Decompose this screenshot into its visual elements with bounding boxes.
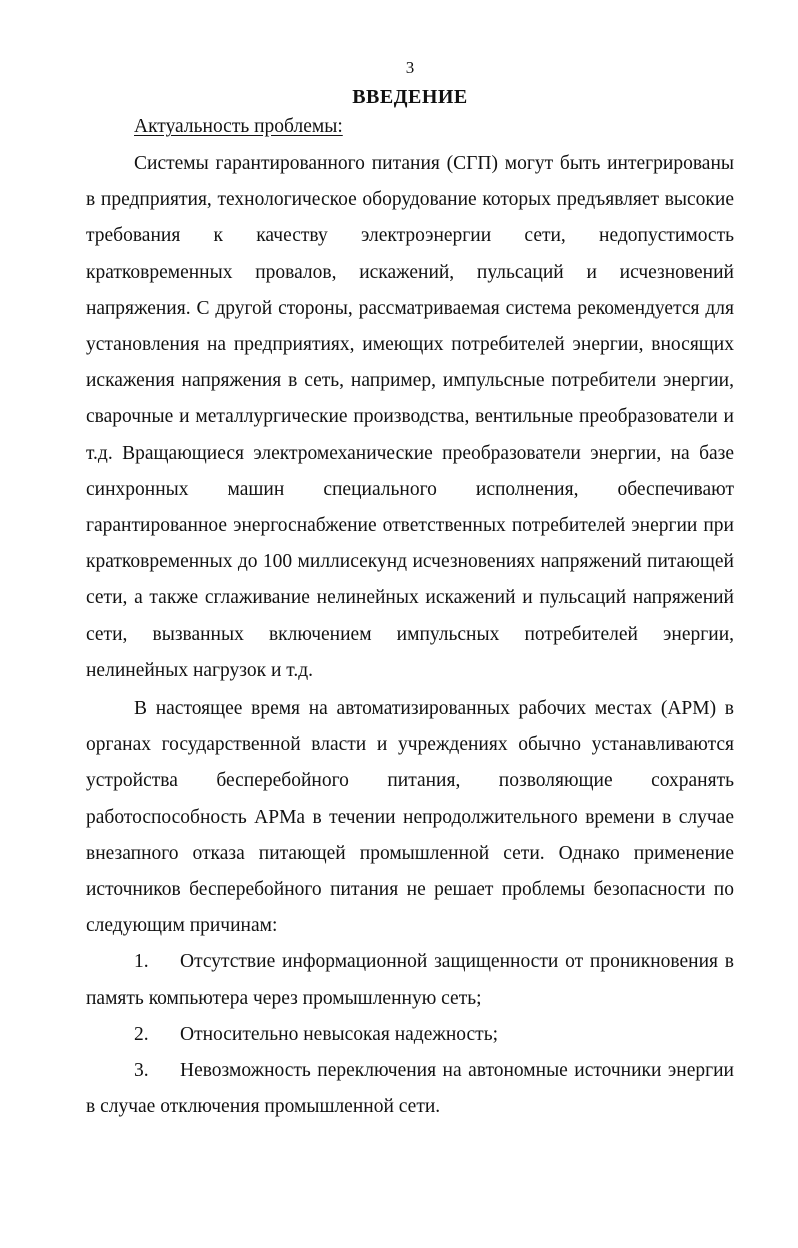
list-item <box>86 944 734 1016</box>
section-subtitle: Актуальность проблемы: <box>134 116 343 137</box>
list-item-number: 3. <box>134 1060 149 1082</box>
list-item-text: Невозможность переключения на автономные источники энергии в случае отключения промышленной сети. <box>86 1060 734 1118</box>
section-title: ВВЕДЕНИЕ <box>352 86 468 108</box>
list-item-number: 1. <box>134 951 149 973</box>
paragraph-1: Системы гарантированного питания (СГП) могут быть интегрированы в предприятия, технологическое оборудование которых предъявляет высокие требования к качеству электроэнергии сети, недопустимость кратковременных провалов, искажений, пульсаций и исчезновений напряжения. С другой стороны, рассматриваемая система рекомендуется для установления на предприятиях, имеющих потребителей энергии, вносящих искажения напряжения в сеть, например, импульсные потребители энергии, сварочные и металлургические производства, вентильные преобразователи и т.д. Вращающиеся электромеханические преобразователи энергии, на базе синхронных машин специального исполнения, обеспечивают гарантированное энергоснабжение ответственных потребителей энергии при кратковременных до 100 миллисекунд исчезновениях напряжений питающей сети, а также сглаживание нелинейных искажений и пульсаций напряжений сети, вызванных включением импульсных потребителей энергии, нелинейных нагрузок и т.д. <box>86 153 734 681</box>
document-page <box>86 54 734 1125</box>
list-item-text: Отсутствие информационной защищенности от проникновения в память компьютера через промышленную сеть; <box>86 951 734 1009</box>
reasons-list <box>86 944 734 1125</box>
list-item <box>86 1053 734 1125</box>
paragraph-2: В настоящее время на автоматизированных рабочих местах (АРМ) в органах государственной власти и учреждениях обычно устанавливаются устройства бесперебойного питания, позволяющие сохранять работоспособность АРМа в течении непродолжительного времени в случае внезапного отказа питающей промышленной сети. Однако применение источников бесперебойного питания не решает проблемы безопасности по следующим причинам: <box>86 698 734 937</box>
page-number: 3 <box>405 58 415 77</box>
list-item <box>86 1017 734 1053</box>
list-item-text: Относительно невысокая надежность; <box>180 1023 499 1045</box>
list-item-number: 2. <box>134 1023 149 1045</box>
